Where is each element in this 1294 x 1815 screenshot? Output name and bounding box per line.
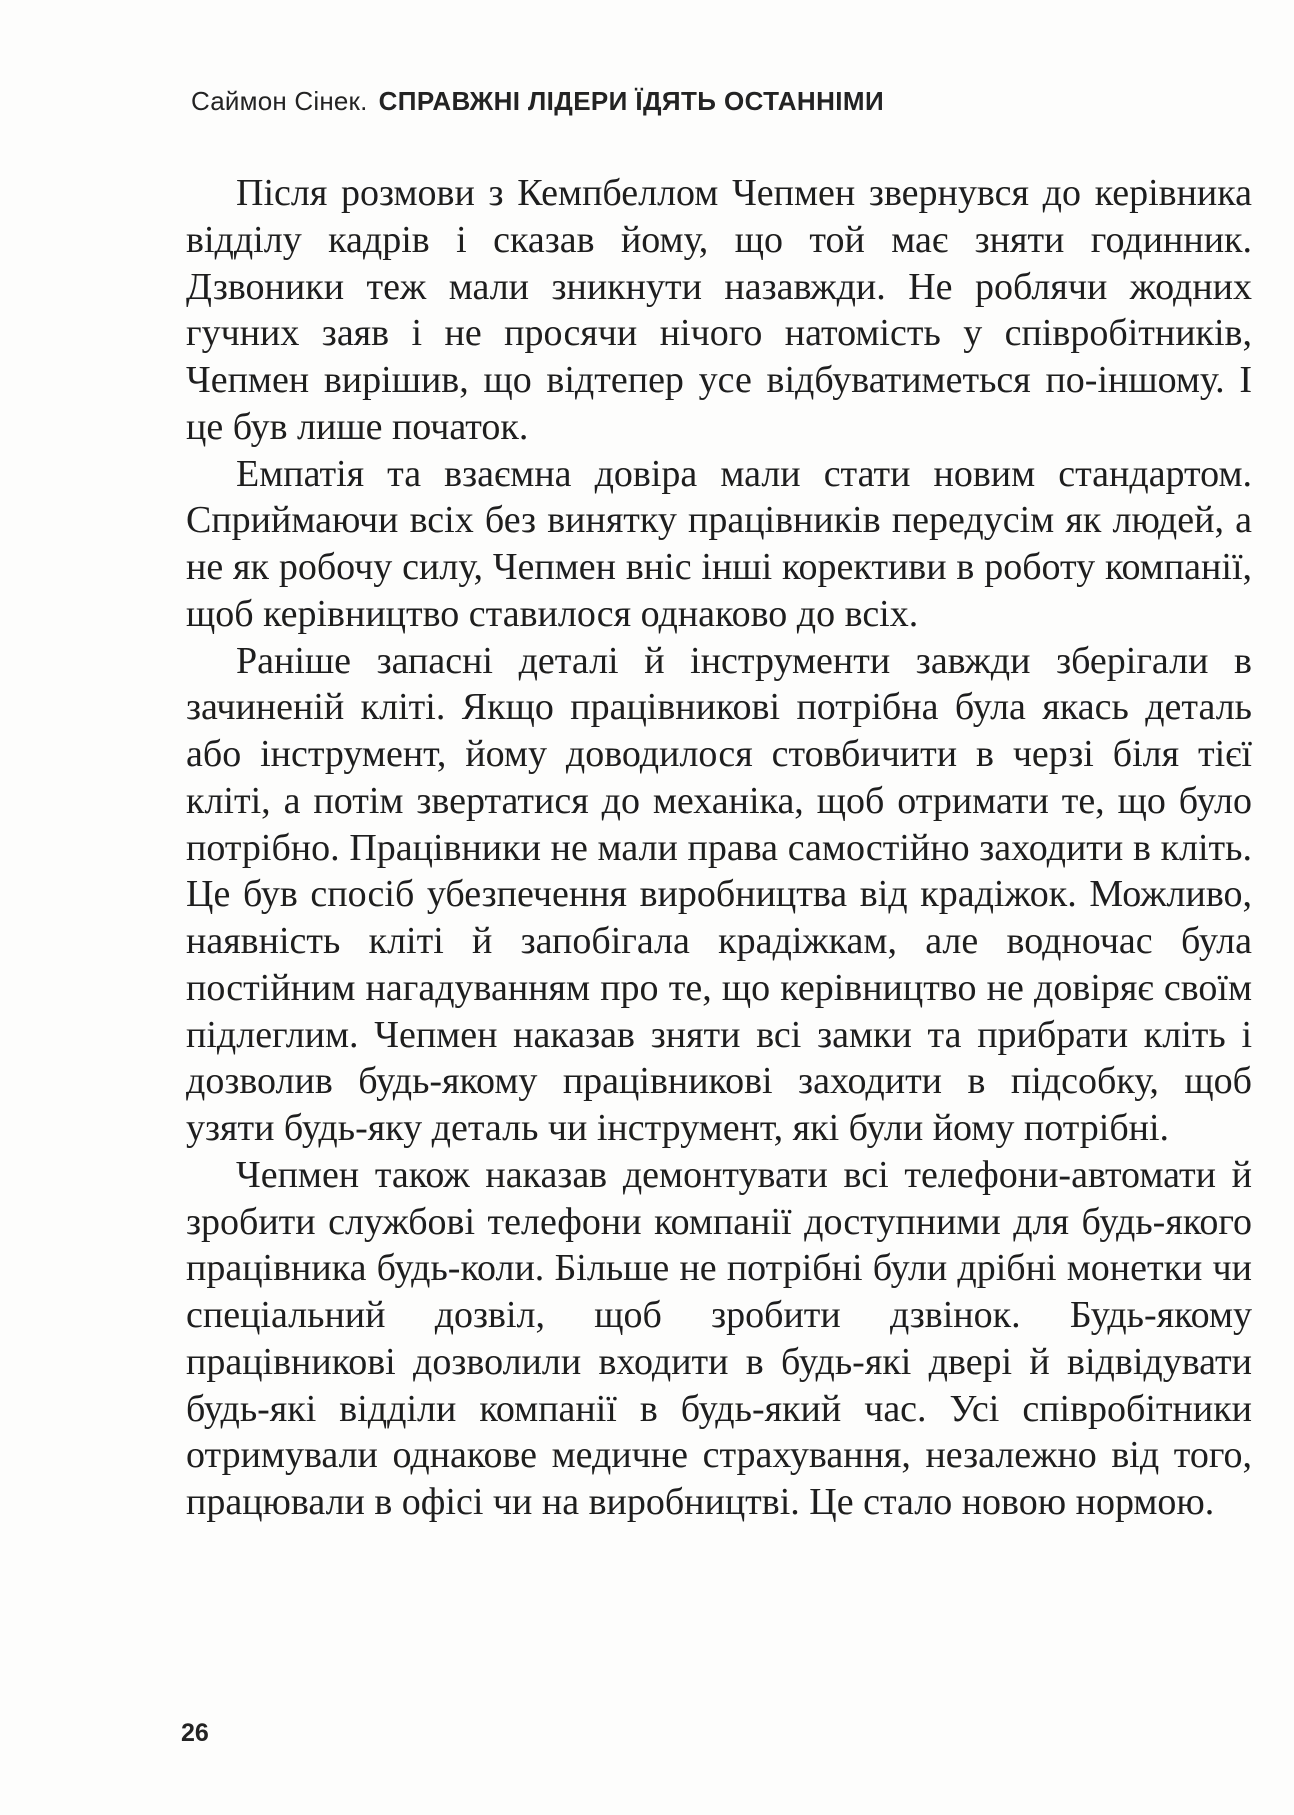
paragraph: Чепмен також наказав демонтувати всі телефони-автомати й зробити службові телефони компанії доступними для будь-якого працівника будь-коли. Більше не потрібні були дрібні монетки чи спеціальний дозвіл, щоб зробити дзвінок. Будь-якому працівникові дозволили входити в будь-які двері й відвідувати будь-які відділи компанії в будь-який час. Усі співробітники отримували однакове медичне страхування, незалежно від того, працювали в офісі чи на виробництві. Це стало новою нормою. xyxy=(186,1153,1252,1523)
header-author: Саймон Сінек xyxy=(191,86,361,116)
body-text xyxy=(186,170,1252,1526)
page-number: 26 xyxy=(181,1719,209,1747)
running-header xyxy=(191,84,884,118)
paragraph: Емпатія та взаємна довіра мали стати новим стандартом. Сприймаючи всіх без винятку працівників передусім як людей, а не як робочу силу, Чепмен вніс інші корективи в роботу компанії, щоб керівництво ставилося однаково до всіх. xyxy=(186,452,1252,635)
paragraph: Раніше запасні деталі й інструменти завжди зберігали в зачиненій кліті. Якщо працівникові потрібна була якась деталь або інструмент, йому доводилося стовбичити в черзі біля тієї кліті, а потім звертатися до механіка, щоб отримати те, що було потрібно. Працівники не мали права самостійно заходити в кліть. Це був спосіб убезпечення виробництва від крадіжок. Можливо, наявність кліті й запобігала крадіжкам, але водночас була постійним нагадуванням про те, що керівництво не довіряє своїм підлеглим. Чепмен наказав зняти всі замки та прибрати кліть і дозволив будь-якому працівникові заходити в підсобку, щоб узяти будь-яку деталь чи інструмент, які були йому потрібні. xyxy=(186,639,1252,1149)
paragraph: Після розмови з Кемпбеллом Чепмен звернувся до керівника відділу кадрів і сказав йому, що той має зняти годинник. Дзвоники теж мали зникнути назавжди. Не роблячи жодних гучних заяв і не просячи нічого натомість у співробітників, Чепмен вирішив, що відтепер усе відбуватиметься по-іншому. І це був лише початок. xyxy=(186,172,1252,448)
header-separator: . xyxy=(360,86,368,116)
header-book-title: СПРАВЖНІ ЛІДЕРИ ЇДЯТЬ ОСТАННІМИ xyxy=(378,86,885,116)
